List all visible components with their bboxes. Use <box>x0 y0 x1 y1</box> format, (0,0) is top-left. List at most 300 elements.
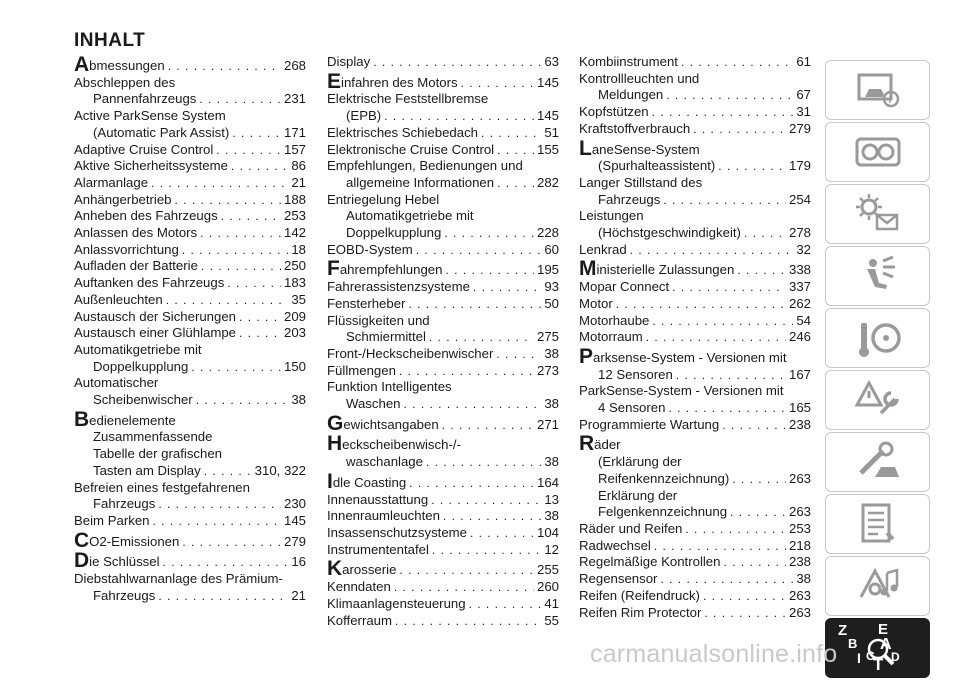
index-entry[interactable] <box>74 175 306 192</box>
tab-lights[interactable] <box>825 184 930 244</box>
entry-text <box>74 242 179 259</box>
entry-label: eckscheibenwisch-/- <box>342 437 461 453</box>
index-entry[interactable] <box>327 525 559 542</box>
index-entry[interactable] <box>579 121 811 138</box>
index-entry[interactable] <box>74 292 306 309</box>
index-subentry[interactable] <box>74 392 306 409</box>
entry-label: allgemeine Informationen <box>346 174 495 190</box>
entry-text <box>327 296 405 313</box>
entry-text <box>579 257 735 281</box>
entry-label: Meldungen <box>598 87 664 103</box>
leader-dots <box>403 396 541 413</box>
entry-label: 4 Sensoren <box>598 400 666 416</box>
index-entry[interactable] <box>74 275 306 292</box>
page-title: INHALT <box>74 30 146 51</box>
index-entry[interactable] <box>74 225 306 242</box>
index-subentry[interactable] <box>74 91 306 108</box>
entry-text <box>579 605 701 622</box>
index-entry[interactable] <box>74 258 306 275</box>
page-number: 250 <box>283 258 306 274</box>
index-subentry[interactable] <box>579 488 811 505</box>
entry-label: Fahrzeugs <box>93 496 156 512</box>
entry-text <box>579 588 700 605</box>
index-subentry[interactable] <box>579 454 811 471</box>
index-entry[interactable] <box>327 471 559 492</box>
entry-text <box>579 383 783 398</box>
leader-dots <box>384 108 534 125</box>
entry-text <box>327 557 397 581</box>
index-entry[interactable] <box>74 530 306 551</box>
leader-dots <box>431 492 541 509</box>
entry-label: inisterielle Zulassungen <box>596 262 735 278</box>
entry-text <box>74 407 176 431</box>
entry-label: Schmiermittel <box>346 329 426 345</box>
entry-label: dle Coasting <box>332 474 407 490</box>
index-entry[interactable] <box>579 279 811 296</box>
index-entry[interactable] <box>74 75 306 92</box>
leader-dots <box>497 175 534 192</box>
page-number: 255 <box>536 562 559 578</box>
entry-label: (Spurhalteassistent) <box>598 158 716 174</box>
index-subentry[interactable] <box>579 87 811 104</box>
leader-dots <box>704 605 786 622</box>
page-number: 218 <box>788 537 811 553</box>
leader-dots <box>221 208 281 225</box>
page-number: 12 <box>544 541 559 557</box>
index-entry[interactable] <box>74 571 306 588</box>
index-entry[interactable] <box>579 605 811 622</box>
drop-letter: L <box>579 136 592 160</box>
page-number: 54 <box>796 312 811 328</box>
index-subentry[interactable] <box>579 400 811 417</box>
index-entry[interactable] <box>327 542 559 559</box>
index-entry[interactable] <box>327 596 559 613</box>
index-entry[interactable] <box>327 613 559 630</box>
index-entry[interactable] <box>327 346 559 363</box>
index-entry[interactable] <box>327 192 559 209</box>
entry-label: (EPB) <box>346 108 382 124</box>
entry-label: Flüssigkeiten und <box>327 312 430 328</box>
entry-label: Aufladen der Batterie <box>74 258 198 274</box>
index-letter: I <box>857 650 861 666</box>
entry-text <box>579 538 651 555</box>
leader-dots <box>732 471 786 488</box>
page-number: 51 <box>544 124 559 140</box>
index-entry[interactable] <box>327 242 559 259</box>
leader-dots <box>676 367 786 384</box>
page-number: 228 <box>536 225 559 241</box>
entry-text <box>74 528 180 552</box>
page-number: 338 <box>788 262 811 278</box>
index-letter: T <box>873 655 884 674</box>
index-entry[interactable] <box>579 104 811 121</box>
index-subentry[interactable] <box>327 208 559 225</box>
entry-text <box>579 71 699 86</box>
index-entry[interactable] <box>579 588 811 605</box>
index-entry[interactable] <box>579 313 811 330</box>
entry-text <box>93 588 155 605</box>
index-entry[interactable] <box>327 158 559 175</box>
entry-label: Entriegelung Hebel <box>327 191 440 207</box>
chapter-tabs <box>825 60 930 680</box>
index-entry[interactable] <box>74 242 306 259</box>
entry-label: ParkSense-System - Versionen mit <box>579 383 784 399</box>
index-entry[interactable] <box>327 142 559 159</box>
entry-text <box>346 454 423 471</box>
index-entry[interactable] <box>579 208 811 225</box>
page-number: 278 <box>788 225 811 241</box>
leader-dots <box>481 125 541 142</box>
entry-label: Befreien eines festgefahrenen <box>74 479 250 495</box>
entry-text <box>598 225 741 242</box>
index-entry[interactable] <box>74 480 306 497</box>
tab-key-steering[interactable] <box>825 308 930 368</box>
index-entry[interactable] <box>579 521 811 538</box>
leader-dots <box>672 279 786 296</box>
index-entry[interactable] <box>579 175 811 192</box>
leader-dots <box>654 538 786 555</box>
index-entry[interactable] <box>74 550 306 571</box>
index-entry[interactable] <box>579 433 811 454</box>
index-subentry[interactable] <box>579 225 811 242</box>
entry-label: Waschen <box>346 396 401 412</box>
leader-dots <box>497 142 534 159</box>
leader-dots <box>239 309 281 326</box>
index-entry[interactable] <box>579 138 811 159</box>
tab-multimedia[interactable] <box>825 556 930 616</box>
index-entry[interactable] <box>327 579 559 596</box>
index-entry[interactable] <box>74 158 306 175</box>
entry-text <box>74 275 224 292</box>
index-letter: D <box>891 650 900 664</box>
index-entry[interactable] <box>74 409 306 430</box>
entry-text <box>327 469 407 493</box>
leader-dots <box>196 392 289 409</box>
index-entry[interactable] <box>327 433 559 454</box>
entry-text <box>598 504 727 521</box>
index-subentry[interactable] <box>579 367 811 384</box>
index-subentry[interactable] <box>579 158 811 175</box>
entry-label: Doppelkupplung <box>93 358 189 374</box>
page-number: 246 <box>788 329 811 345</box>
page-number: 273 <box>536 362 559 378</box>
page-number: 142 <box>283 225 306 241</box>
index-entry[interactable] <box>579 329 811 346</box>
entry-text <box>327 125 478 142</box>
entry-label: Active ParkSense System <box>74 108 226 124</box>
page-number: 238 <box>788 554 811 570</box>
leader-dots <box>630 242 794 259</box>
index-entry[interactable] <box>327 125 559 142</box>
entry-label: Kombiinstrument <box>579 54 678 69</box>
leader-dots <box>394 579 534 596</box>
leader-dots <box>182 242 289 259</box>
page-number: 157 <box>283 141 306 157</box>
index-subentry[interactable] <box>74 463 306 480</box>
page-number: 50 <box>544 295 559 311</box>
leader-dots <box>444 225 534 242</box>
index-entry[interactable] <box>327 492 559 509</box>
index-letter: Z <box>838 622 848 639</box>
index-entry[interactable] <box>579 417 811 434</box>
leader-dots <box>429 329 534 346</box>
entry-label: Füllmengen <box>327 362 396 378</box>
page-number: 21 <box>291 587 306 603</box>
entry-label: arosserie <box>342 562 397 578</box>
page-number: 145 <box>536 108 559 124</box>
entry-text <box>327 508 440 525</box>
page-number: 61 <box>796 54 811 69</box>
entry-text <box>327 596 466 613</box>
index-subentry[interactable] <box>579 192 811 209</box>
entry-label: Reifenkennzeichnung) <box>598 470 730 486</box>
index-entry[interactable] <box>327 54 559 71</box>
entry-text <box>93 91 196 108</box>
drop-letter: A <box>74 53 90 76</box>
entry-text <box>327 363 396 380</box>
page-number: 275 <box>536 329 559 345</box>
index-subentry[interactable] <box>74 446 306 463</box>
index-entry[interactable] <box>327 363 559 380</box>
tab-airbag[interactable] <box>825 246 930 306</box>
page-number: 18 <box>291 241 306 257</box>
index-entry[interactable] <box>327 313 559 330</box>
entry-label: Erklärung der <box>598 487 678 503</box>
entry-text <box>74 549 160 573</box>
entry-text <box>74 571 283 586</box>
index-entry[interactable] <box>327 413 559 434</box>
page-number: 32 <box>796 241 811 257</box>
leader-dots <box>158 496 281 513</box>
index-subentry[interactable] <box>74 359 306 376</box>
entry-label: Tabelle der grafischen <box>93 446 223 462</box>
index-entry[interactable] <box>74 142 306 159</box>
entry-label: Diebstahlwarnanlage des Prämium- <box>74 571 283 587</box>
index-entry[interactable] <box>579 54 811 71</box>
index-entry[interactable] <box>327 91 559 108</box>
page-number: 254 <box>788 191 811 207</box>
index-entry[interactable] <box>327 508 559 525</box>
entry-text <box>74 75 175 90</box>
watermark: carmanualsonline.info <box>590 640 838 668</box>
entry-text <box>327 242 413 259</box>
tab-car-info[interactable] <box>825 60 930 120</box>
entry-label: äder <box>594 437 621 453</box>
entry-text <box>74 225 197 242</box>
index-entry[interactable] <box>579 346 811 367</box>
index-subentry[interactable] <box>74 496 306 513</box>
page-number: 183 <box>283 275 306 291</box>
page-number: 38 <box>544 396 559 412</box>
entry-label: Elektrisches Schiebedach <box>327 124 479 140</box>
leader-dots <box>616 296 786 313</box>
entry-label: waschanlage <box>346 454 423 470</box>
index-entry[interactable] <box>327 71 559 92</box>
tab-warning[interactable] <box>825 370 930 430</box>
entry-label: Insassenschutzsysteme <box>327 524 467 540</box>
index-subentry[interactable] <box>327 175 559 192</box>
leader-dots <box>660 571 793 588</box>
entry-text <box>327 579 391 596</box>
leader-dots <box>646 329 786 346</box>
entry-text <box>93 429 212 444</box>
page-number: 21 <box>291 174 306 190</box>
entry-label: aneSense-System <box>591 141 700 157</box>
page-number: 253 <box>283 208 306 224</box>
leader-dots <box>216 142 281 159</box>
index-entry[interactable] <box>579 258 811 279</box>
entry-text <box>74 480 250 495</box>
index-entry[interactable] <box>327 258 559 279</box>
entry-label: Regelmäßige Kontrollen <box>579 554 721 570</box>
multimedia-icon <box>853 563 903 609</box>
entry-label: Kofferraum <box>327 612 392 628</box>
entry-text <box>346 208 474 223</box>
page-number: 263 <box>788 470 811 486</box>
index-entry[interactable] <box>327 296 559 313</box>
tab-specs[interactable] <box>825 494 930 554</box>
entry-text <box>327 411 439 435</box>
leader-dots <box>239 325 281 342</box>
leader-dots <box>652 313 793 330</box>
entry-text <box>598 87 663 104</box>
index-subentry[interactable] <box>327 225 559 242</box>
tool-car-icon <box>853 439 903 485</box>
entry-text <box>93 359 188 376</box>
leader-dots <box>730 504 786 521</box>
lights-mail-icon <box>853 191 903 237</box>
index-entry[interactable] <box>579 383 811 400</box>
leader-dots <box>200 225 281 242</box>
entry-label: Programmierte Wartung <box>579 416 720 432</box>
entry-text <box>579 175 702 190</box>
index-subentry[interactable] <box>579 471 811 488</box>
leader-dots <box>744 225 786 242</box>
index-entry[interactable] <box>74 54 306 75</box>
spec-sheet-icon <box>853 501 903 547</box>
leader-dots <box>685 521 786 538</box>
entry-text <box>327 142 494 159</box>
index-entry[interactable] <box>74 513 306 530</box>
entry-text <box>93 463 201 480</box>
entry-text <box>327 158 523 173</box>
entry-text <box>74 375 158 390</box>
page-number: 179 <box>788 158 811 174</box>
drop-letter: G <box>327 411 344 435</box>
leader-dots <box>470 525 534 542</box>
page-number: 164 <box>536 474 559 490</box>
entry-label: Klimaanlagensteuerung <box>327 595 466 611</box>
entry-label: infahren des Motors <box>341 74 458 90</box>
tab-index[interactable] <box>825 618 930 678</box>
leader-dots <box>432 542 541 559</box>
entry-text <box>74 342 202 357</box>
index-letter: B <box>848 636 858 651</box>
leader-dots <box>496 346 541 363</box>
entry-text <box>74 258 198 275</box>
entry-label: Fahrerassistenzsysteme <box>327 279 470 295</box>
entry-label: Automatikgetriebe mit <box>346 208 474 224</box>
entry-label: Fahrzeugs <box>93 587 156 603</box>
index-subentry[interactable] <box>327 329 559 346</box>
entry-text <box>74 325 236 342</box>
entry-text <box>579 121 690 138</box>
index-subentry[interactable] <box>579 504 811 521</box>
entry-text <box>74 158 228 175</box>
entry-text <box>579 521 682 538</box>
index-subentry[interactable] <box>74 588 306 605</box>
index-subentry[interactable] <box>327 108 559 125</box>
index-entry[interactable] <box>74 342 306 359</box>
leader-dots <box>442 417 534 434</box>
entry-label: Aktive Sicherheitssysteme <box>74 158 228 174</box>
entry-label: EOBD-System <box>327 241 413 257</box>
index-entry[interactable] <box>74 208 306 225</box>
entry-text <box>346 108 381 125</box>
leader-dots <box>199 91 281 108</box>
index-entry[interactable] <box>579 71 811 88</box>
entry-text <box>346 225 441 242</box>
leader-dots <box>666 87 793 104</box>
entry-label: Abschleppen des <box>74 74 176 90</box>
entry-text <box>346 396 400 413</box>
tab-tools[interactable] <box>825 432 930 492</box>
index-entry[interactable] <box>74 325 306 342</box>
entry-label: Anhängerbetrieb <box>74 191 172 207</box>
index-entry[interactable] <box>74 309 306 326</box>
index-entry[interactable] <box>579 296 811 313</box>
leader-dots <box>663 192 786 209</box>
index-subentry[interactable] <box>74 125 306 142</box>
index-entry[interactable] <box>579 538 811 555</box>
entry-label: Automatikgetriebe mit <box>74 341 202 357</box>
index-entry[interactable] <box>74 192 306 209</box>
entry-label: Kontrollleuchten und <box>579 70 700 86</box>
entry-text <box>598 158 715 175</box>
index-entry[interactable] <box>327 279 559 296</box>
leader-dots <box>718 158 786 175</box>
index-entry[interactable] <box>74 108 306 125</box>
index-subentry[interactable] <box>74 429 306 446</box>
page-number: 188 <box>283 191 306 207</box>
index-entry[interactable] <box>579 571 811 588</box>
page-number: 93 <box>544 279 559 295</box>
entry-label: Reifen (Reifendruck) <box>579 587 700 603</box>
index-letter: C <box>866 649 875 663</box>
index-subentry[interactable] <box>327 454 559 471</box>
entry-label: Elektronische Cruise Control <box>327 141 495 157</box>
index-subentry[interactable] <box>327 396 559 413</box>
page-number: 263 <box>788 587 811 603</box>
index-entry[interactable] <box>579 242 811 259</box>
index-entry[interactable] <box>74 375 306 392</box>
index-entry[interactable] <box>327 558 559 579</box>
entry-text <box>579 432 621 456</box>
leader-dots <box>461 75 534 92</box>
entry-label: Instrumententafel <box>327 541 429 557</box>
page-number: 238 <box>788 416 811 432</box>
leader-dots <box>175 192 281 209</box>
entry-text <box>327 313 430 328</box>
entry-text <box>579 344 787 368</box>
entry-label: Räder und Reifen <box>579 520 683 536</box>
entry-label: Austausch einer Glühlampe <box>74 325 237 341</box>
index-entry[interactable] <box>327 379 559 396</box>
entry-text <box>598 454 682 469</box>
index-entry[interactable] <box>579 554 811 571</box>
tab-dashboard[interactable] <box>825 122 930 182</box>
entry-text <box>93 125 229 142</box>
